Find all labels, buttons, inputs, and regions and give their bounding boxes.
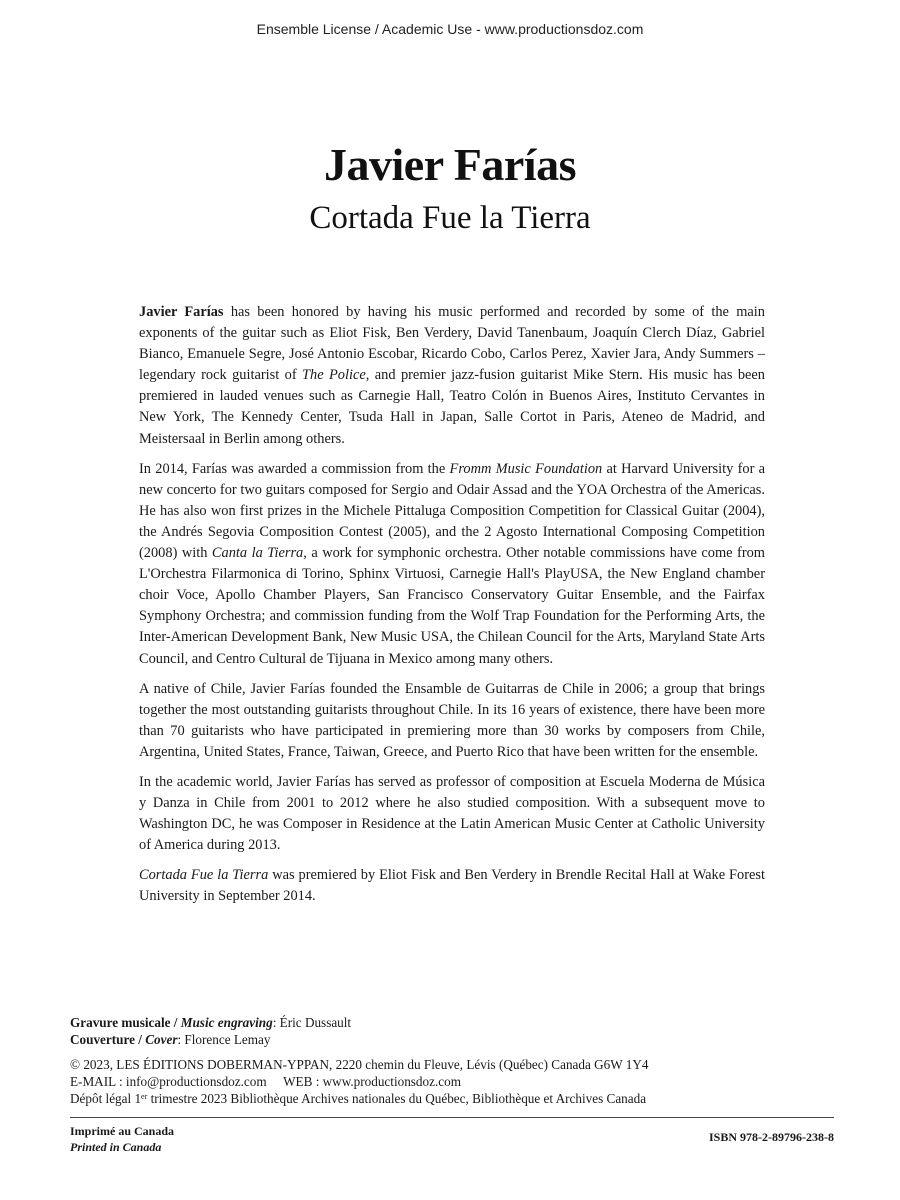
engraving-name: : Éric Dussault [272,1015,352,1030]
biography [139,302,765,917]
bio-paragraph-1 [139,302,765,450]
bio-text: , a work for symphonic orchestra. Other notable commissions have come from L'Orchestra Filarmonica di Torino, Sphinx Virtuosi, Carnegie Hall's PlayUSA, the New England chamber choir Voce, Apollo Chamber Players, San Francisco Conservatory Guitar Ensemble, and the Fairfax Symphony Orchestra; and commission funding from the Wolf Trap Foundation for the Performing Arts, the Inter-American Development Bank, New Music USA, the Chilean Council for the Arts, Maryland State Arts Council, and Centro Cultural de Tijuana in Mexico among many others. [139,545,766,667]
contact-line [70,1073,840,1090]
bio-emphasis: The Police [302,367,366,384]
printed-in [70,1124,174,1155]
bio-emphasis: Fromm Music Foundation [449,460,603,477]
email-text: E-MAIL : info@productionsdoz.com [70,1074,267,1089]
bio-text: , and premier jazz-fusion guitarist Mike Stern. His music has been premiered in lauded venues such as Carnegie Hall, Teatro Colón in Buenos Aires, Instituto Cervantes in New York, The Kennedy Center, Tsuda Hall in Japan, Salle Cortot in Paris, Ateneo de Madrid, and Meistersaal in Berlin among others. [139,367,765,447]
bio-text: at Harvard University for a new concerto for two guitars composed for Sergio and Odair Assad and the YOA Orchestra of the Americas. He has also won first prizes in the Michele Pittaluga Composition Competition for Classical Guitar (2004), the Andrés Segovia Composition Contest (2005), and the 2 Agosto International Composing Competition (2008) with [139,460,766,562]
cover-credit [70,1031,840,1048]
legal-deposit: Dépôt légal 1er trimestre 2023 Bibliothèque Archives nationales du Québec, Bibliothèque et Archives Canada [70,1091,647,1106]
cover-label-fr: Couverture / [70,1032,146,1047]
footer-divider [70,1117,834,1118]
bio-text: has been honored by having his music performed and recorded by some of the main exponents of the guitar such as Eliot Fisk, Ben Verdery, David Tanenbaum, Joaquín Clerch Díaz, Gabriel Bianco, Emanuele Segre, José Antonio Escobar, Ricardo Cobo, Carlos Perez, Xavier Jara, Andy Summers – legendary rock guitarist of [139,304,765,384]
work-title: Cortada Fue la Tierra [309,200,591,236]
bio-lead-name: Javier Farías [139,304,224,320]
bio-paragraph-3: A native of Chile, Javier Farías founded the Ensamble de Guitarras de Chile in 2006; a group that brings together the most outstanding guitarists throughout Chile. In its 16 years of existence, there have been more than 70 guitarists who have participated in premiering more than 30 works by composers from Chile, Argentina, United States, France, Taiwan, Greece, and Puerto Rico that have been written for the ensemble. [139,680,765,760]
engraving-label-en: Music engraving [180,1015,273,1030]
bio-text: In 2014, Farías was awarded a commission from the [139,460,450,477]
bio-emphasis: Canta la Tierra [211,545,304,562]
bio-paragraph-5 [139,865,765,907]
credits [70,1014,840,1107]
cover-name: : Florence Lemay [177,1032,271,1047]
printed-en: Printed in Canada [70,1139,162,1154]
license-header: Ensemble License / Academic Use - www.productionsdoz.com [256,21,644,37]
isbn: ISBN 978-2-89796-238-8 [709,1130,834,1144]
bio-paragraph-4: In the academic world, Javier Farías has served as professor of composition at Escuela Moderna de Música y Danza in Chile from 2001 to 2012 where he also studied composition. With a subsequent move to Washington DC, he was Composer in Residence at the Latin American Music Center at Catholic University of America during 2013. [139,773,765,854]
bio-paragraph-2 [139,459,765,670]
printed-fr: Imprimé au Canada [70,1124,175,1138]
cover-label-en: Cover [145,1032,178,1047]
composer-name: Javier Farías [324,139,576,190]
bio-text: was premiered by Eliot Fisk and Ben Verdery in Brendle Recital Hall at Wake Forest University in September 2014. [139,867,765,905]
engraving-label-fr: Gravure musicale / [70,1015,181,1030]
web-text: WEB : www.productionsdoz.com [283,1074,461,1089]
engraving-credit [70,1014,840,1031]
copyright-line: © 2023, LES ÉDITIONS DOBERMAN-YPPAN, 2220 chemin du Fleuve, Lévis (Québec) Canada G6W 1Y4 [70,1057,649,1072]
bio-emphasis: Cortada Fue la Tierra [139,867,269,884]
ordinal-superscript: er [141,1092,148,1101]
